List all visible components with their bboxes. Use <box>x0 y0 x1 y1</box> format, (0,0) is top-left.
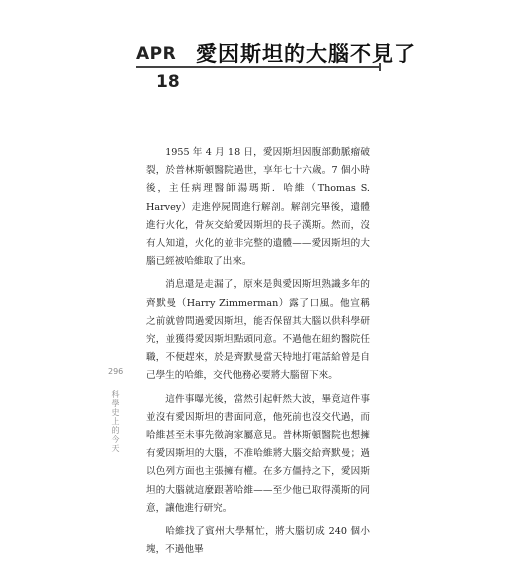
paragraph: 1955 年 4 月 18 日，愛因斯坦因腹部動脈瘤破裂，於普林斯頓醫院過世，享年七十六歲。7 個小時後，主任病理醫師湯瑪斯．哈維（Thomas S. Harvey）走進停屍間進行解剖。解剖完畢後，遺體進行火化，骨灰交給愛因斯坦的長子漢斯。然而，沒有人知道，火化的並非完整的遺體——愛因斯坦的大腦已經被哈維取了出來。 <box>146 147 370 268</box>
date-day: 18 <box>156 72 180 92</box>
book-title: 科學史上的今天 <box>111 390 120 453</box>
paragraph: 消息還是走漏了，原來是與愛因斯坦熟識多年的齊默曼（Harry Zimmerman）露了口風。他宣稱之前就曾問過愛因斯坦，能否保留其大腦以供科學研究，並獲得愛因斯坦點頭同意。不過他在紐約醫院任職，不便趕來，於是齊默曼當天特地打電話給曾是自己學生的哈維，交代他務必要將大腦留下來。 <box>146 279 370 382</box>
paragraph: 哈維找了賓州大學幫忙，將大腦切成 240 個小塊，不過他畢 <box>146 526 370 556</box>
page-title: 愛因斯坦的大腦不見了 <box>196 42 416 66</box>
paragraph: 這件事曝光後，當然引起軒然大波，畢竟這件事並沒有愛因斯坦的書面同意，他死前也沒交代過，而哈維甚至未事先徵詢家屬意見。普林斯頓醫院也想擁有愛因斯坦的大腦，不准哈維將大腦交給齊默曼；過以色列方面也主張擁有權。在多方僵持之下，愛因斯坦的大腦就這麼跟著哈維——至少他已取得漢斯的同意，讓他進行研究。 <box>146 393 370 514</box>
article-body <box>146 144 370 564</box>
page-margin-info <box>108 367 122 453</box>
page-number: 296 <box>108 367 124 376</box>
date-month: APR <box>136 44 177 64</box>
page-header <box>0 0 520 110</box>
